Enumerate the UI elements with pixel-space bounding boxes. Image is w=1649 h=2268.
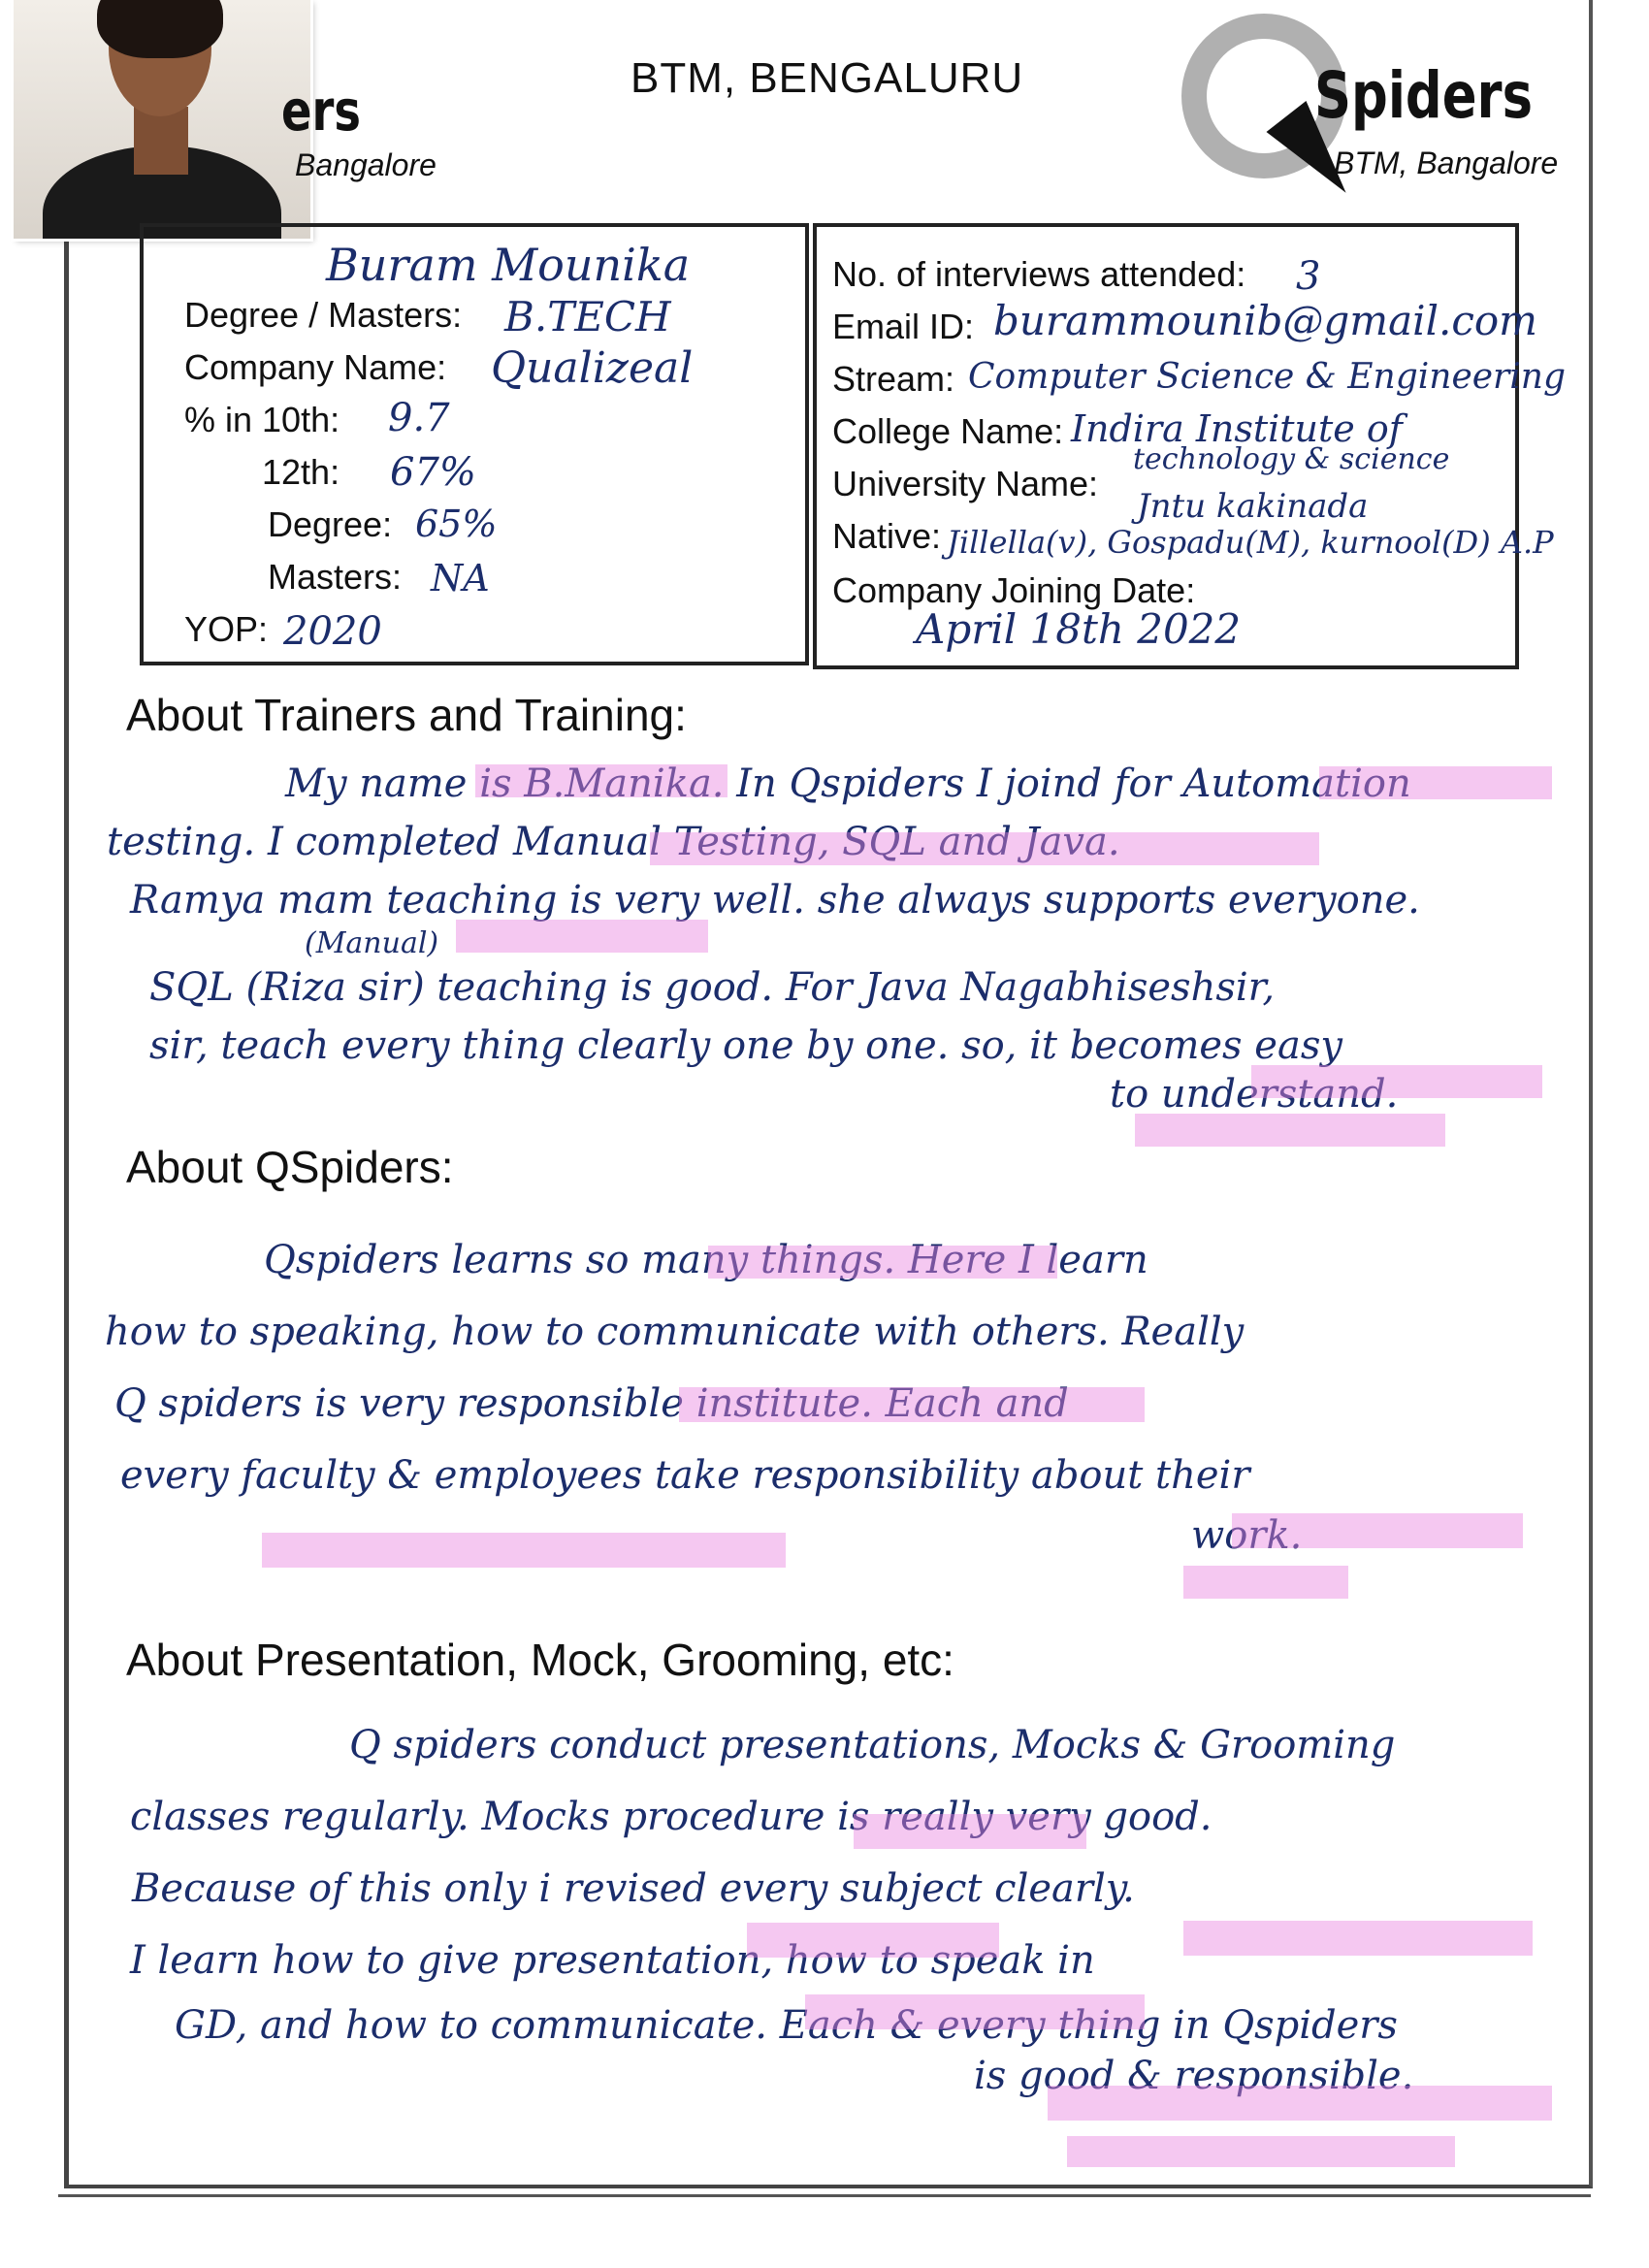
logo-right-name: Spiders [1314, 58, 1533, 133]
text-line: Because of this only i revised every subject clearly. [132, 1866, 1135, 1911]
native-label: Native: [832, 516, 942, 556]
stream-value: Computer Science & Engineering [968, 357, 1567, 397]
degree-percent-label: Degree: [268, 504, 393, 544]
highlight-mark [1183, 1566, 1348, 1599]
logo-left-sub: Bangalore [295, 147, 436, 182]
text-line: Qspiders learns so many things. Here I learn [264, 1238, 1148, 1282]
text-line: to understand. [1110, 1075, 1399, 1114]
company-label: Company Name: [184, 347, 447, 387]
text-line: (Manual) [305, 929, 439, 958]
highlight-mark [475, 764, 728, 797]
highlight-mark [1232, 1513, 1523, 1548]
university-value: Jntu kakinada [1137, 487, 1369, 526]
stream-label: Stream: [832, 359, 955, 399]
degree-label: Degree / Masters: [184, 295, 463, 335]
highlight-mark [1251, 1065, 1542, 1098]
highlight-mark [456, 920, 708, 953]
highlight-mark [805, 1994, 1145, 2029]
company-value: Qualizeal [491, 343, 694, 393]
interviews-value: 3 [1296, 254, 1321, 299]
college-value-line-2: technology & science [1133, 442, 1450, 476]
highlight-mark [1067, 2136, 1455, 2167]
student-photo [14, 0, 310, 239]
logo-left-name: ers [281, 78, 361, 144]
highlight-mark [854, 1814, 1086, 1849]
yop-label: YOP: [184, 609, 269, 649]
text-line: every faculty & employees take responsibility about their [120, 1453, 1250, 1498]
presentation-section-text [101, 1709, 1575, 2097]
highlight-mark [262, 1533, 786, 1568]
highlight-mark [1048, 2086, 1552, 2121]
degree-value: B.TECH [504, 293, 671, 340]
text-line: SQL (Riza sir) teaching is good. For Java Nagabhiseshsir, [149, 965, 1276, 1010]
page-title: BTM, BENGALURU [630, 54, 1024, 102]
text-line: Q spiders is very responsible institute. Each and [114, 1381, 1069, 1426]
degree-percent-value: 65% [415, 502, 498, 545]
highlight-mark [1135, 1114, 1445, 1147]
highlight-mark [1183, 1921, 1533, 1956]
interviews-label: No. of interviews attended: [832, 254, 1246, 294]
text-line: how to speaking, how to communicate with others. Really [105, 1310, 1245, 1354]
name-label: Name: [184, 244, 288, 284]
text-line: Q spiders conduct presentations, Mocks & Grooming [349, 1723, 1396, 1767]
text-line: I learn how to give presentation, how to speak in [130, 1938, 1095, 1983]
trainers-section-text [101, 755, 1575, 1114]
joining-value: April 18th 2022 [916, 605, 1242, 653]
tenth-label: % in 10th: [184, 400, 340, 439]
highlight-mark [708, 1246, 1057, 1279]
text-line: sir, teach every thing clearly one by one. so, it becomes easy [149, 1023, 1342, 1068]
email-value: burammounib@gmail.com [993, 297, 1538, 344]
college-value-line-1: Indira Institute of [1071, 407, 1403, 450]
text-line: work. [1191, 1513, 1303, 1558]
joining-label: Company Joining Date: [832, 570, 1196, 610]
university-label: University Name: [832, 464, 1099, 503]
college-label: College Name: [832, 411, 1064, 451]
text-line: testing. I completed Manual Testing, SQL and Java. [107, 820, 1120, 864]
text-line: GD, and how to communicate. Each & every thing in Qspiders [175, 2003, 1398, 2048]
text-line: My name is B.Manika. In Qspiders I joind for Automation [285, 761, 1411, 806]
tenth-value: 9.7 [388, 396, 450, 440]
highlight-mark [1319, 766, 1552, 799]
logo-right-sub: BTM, Bangalore [1334, 146, 1559, 180]
yop-value: 2020 [283, 609, 382, 654]
name-value: Buram Mounika [326, 239, 691, 291]
text-line: classes regularly. Mocks procedure is really very good. [130, 1795, 1212, 1839]
twelfth-label: 12th: [262, 452, 340, 492]
highlight-mark [679, 1387, 1145, 1422]
highlight-mark [747, 1923, 999, 1958]
text-line: is good & responsible. [974, 2055, 1414, 2097]
masters-value: NA [431, 557, 490, 599]
highlight-mark [650, 832, 1319, 865]
twelfth-value: 67% [390, 450, 476, 495]
email-label: Email ID: [832, 307, 975, 346]
presentation-section-title: About Presentation, Mock, Grooming, etc: [126, 1635, 954, 1685]
bottom-divider [58, 2194, 1591, 2197]
native-value: Jillella(v), Gospadu(M), kurnool(D) A.P [947, 524, 1554, 561]
trainers-section-title: About Trainers and Training: [126, 690, 687, 740]
qspiders-section-title: About QSpiders: [126, 1142, 454, 1192]
text-line: Ramya mam teaching is very well. she always supports everyone. [130, 878, 1420, 923]
masters-label: Masters: [268, 557, 403, 597]
